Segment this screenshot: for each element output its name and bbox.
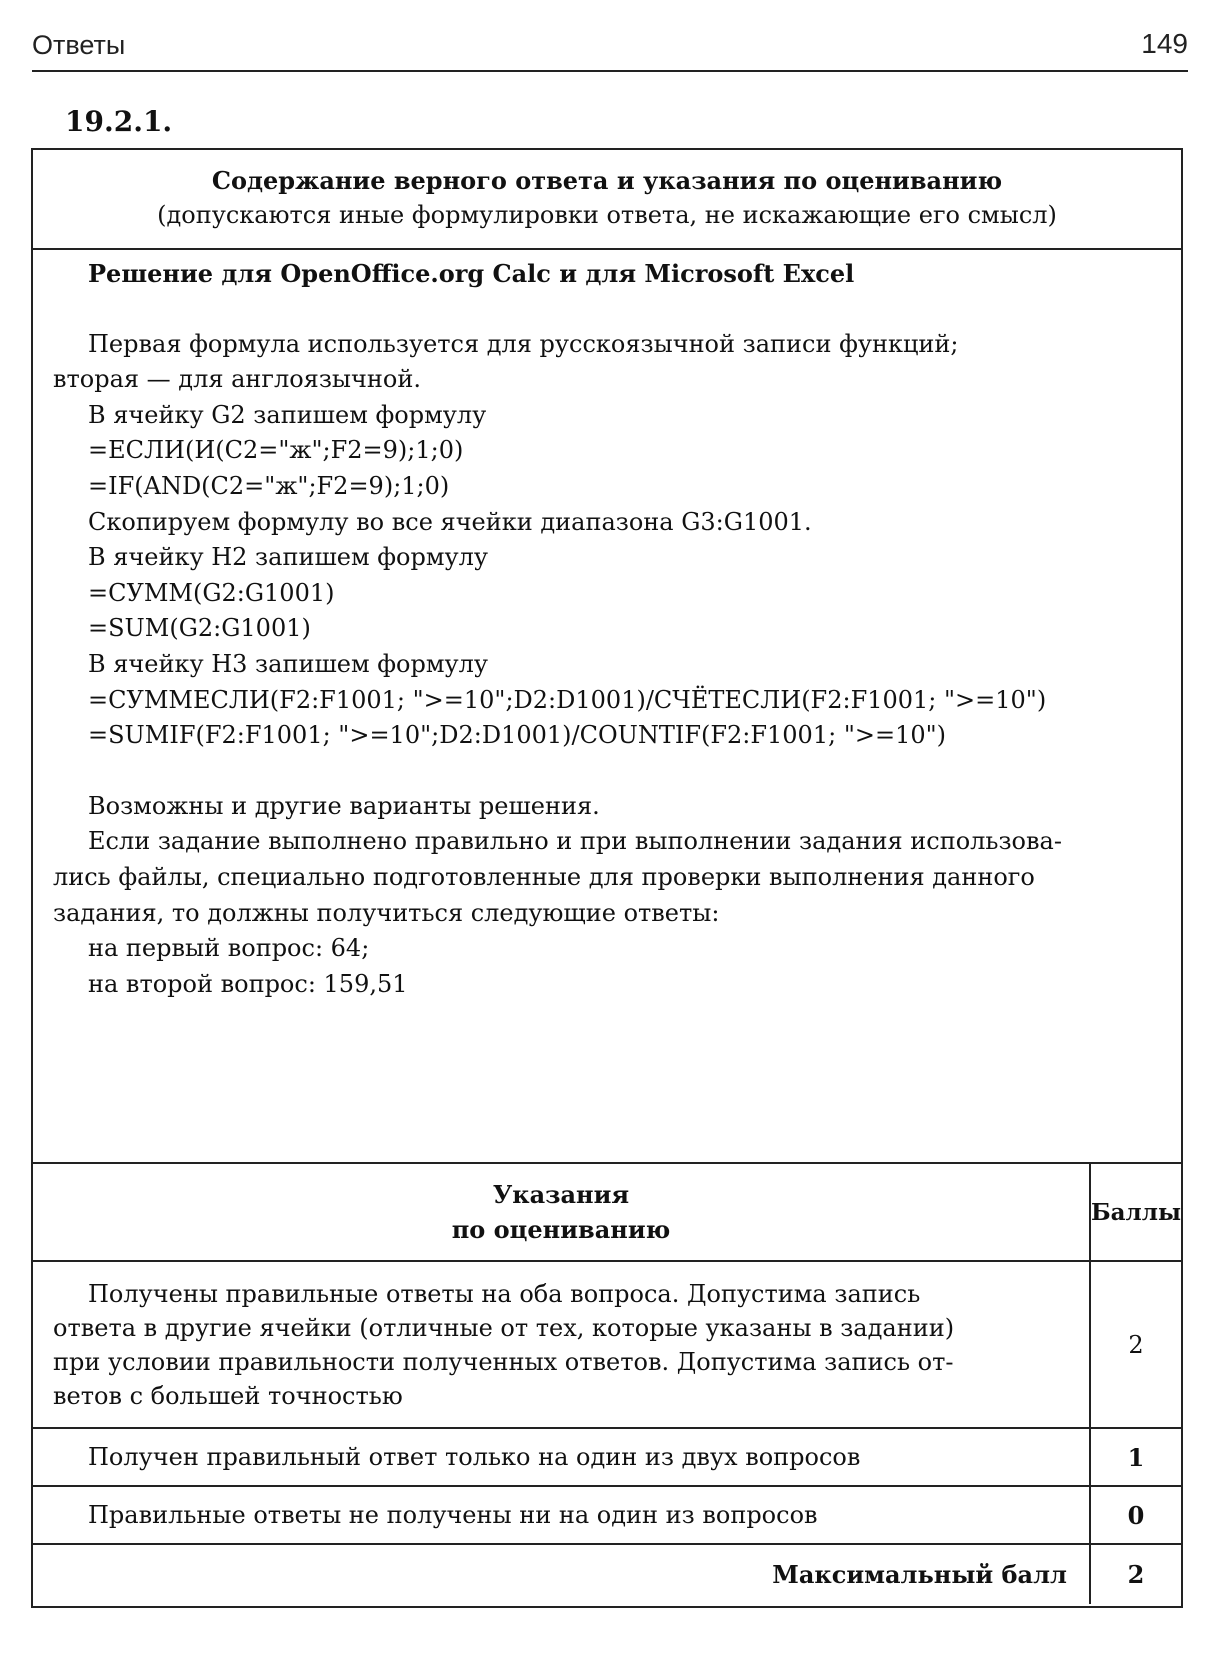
step-h2: В ячейку H2 запишем формулу <box>88 543 489 572</box>
answer-second-question: на второй вопрос: 159,51 <box>88 969 408 998</box>
criteria-row <box>33 1261 1181 1428</box>
check-line3: задания, то должны получиться следующие ответы: <box>53 898 720 927</box>
criteria-text-cell <box>33 1261 1090 1428</box>
criteria-text-line: ветов с большей точностью <box>53 1381 403 1410</box>
formula-h2-en: =SUM(G2:G1001) <box>88 614 311 643</box>
copy-note: Скопируем формулу во все ячейки диапазона G3:G1001. <box>88 507 812 536</box>
criteria-row <box>33 1428 1181 1486</box>
answer-table-title: Содержание верного ответа и указания по оцениванию <box>211 166 1003 195</box>
step-g2: В ячейку G2 запишем формулу <box>88 400 487 429</box>
answer-table-note: (допускаются иные формулировки ответа, не искажающие его смысл) <box>157 201 1057 229</box>
criteria-row <box>33 1486 1181 1544</box>
criteria-text-line: Получены правильные ответы на оба вопроса. Допустима запись <box>88 1279 921 1308</box>
answer-table-header <box>33 150 1181 250</box>
answer-table <box>31 148 1183 1608</box>
other-solutions-note: Возможны и другие варианты решения. <box>88 791 600 820</box>
max-score-value: 2 <box>1127 1560 1145 1589</box>
criteria-score: 2 <box>1090 1261 1181 1428</box>
score-header: Баллы <box>1090 1163 1181 1261</box>
solution-title: Решение для OpenOffice.org Calc и для Microsoft Excel <box>88 259 855 288</box>
criteria-header-line2: по оцениванию <box>451 1215 671 1244</box>
solution-body <box>53 256 1161 1002</box>
formula-g2-en: =IF(AND(C2="ж";F2=9);1;0) <box>88 471 450 500</box>
criteria-header-row <box>33 1163 1181 1261</box>
criteria-text-cell <box>33 1428 1090 1486</box>
solution-intro-line1: Первая формула используется для русскоязычной записи функций; <box>88 329 959 358</box>
answer-first-question: на первый вопрос: 64; <box>88 934 370 963</box>
check-line2: лись файлы, специально подготовленные для проверки выполнения данного <box>53 862 1035 891</box>
criteria-text-line: Получен правильный ответ только на один из двух вопросов <box>88 1443 861 1471</box>
criteria-text-cell <box>33 1486 1090 1544</box>
grading-criteria-table <box>33 1162 1181 1604</box>
criteria-score: 1 <box>1090 1428 1181 1486</box>
page-number: 149 <box>1141 28 1188 59</box>
criteria-text-line: ответа в другие ячейки (отличные от тех, которые указаны в задании) <box>53 1313 955 1342</box>
formula-g2-ru: =ЕСЛИ(И(C2="ж";F2=9);1;0) <box>88 436 464 465</box>
max-score-label: Максимальный балл <box>33 1544 1090 1604</box>
criteria-text-line: Правильные ответы не получены ни на один из вопросов <box>88 1501 818 1529</box>
running-title: Ответы <box>32 30 126 60</box>
criteria-text-line: при условии правильности полученных ответов. Допустима запись от- <box>53 1347 954 1376</box>
max-score-row <box>33 1544 1181 1604</box>
criteria-header-cell <box>33 1163 1090 1261</box>
criteria-header-line1: Указания <box>492 1180 630 1209</box>
formula-h3-en: =SUMIF(F2:F1001; ">=10";D2:D1001)/COUNTIF(F2:F1001; ">=10") <box>88 721 947 750</box>
solution-intro-line2: вторая — для англоязычной. <box>53 365 421 394</box>
step-h3: В ячейку H3 запишем формулу <box>88 649 489 678</box>
running-head <box>32 26 1188 72</box>
formula-h2-ru: =СУММ(G2:G1001) <box>88 578 335 607</box>
formula-h3-ru: =СУММЕСЛИ(F2:F1001; ">=10";D2:D1001)/СЧЁТЕСЛИ(F2:F1001; ">=10") <box>88 685 1047 714</box>
check-line1: Если задание выполнено правильно и при выполнении задания использова- <box>88 827 1062 856</box>
task-number: 19.2.1. <box>65 105 173 138</box>
criteria-score: 0 <box>1090 1486 1181 1544</box>
